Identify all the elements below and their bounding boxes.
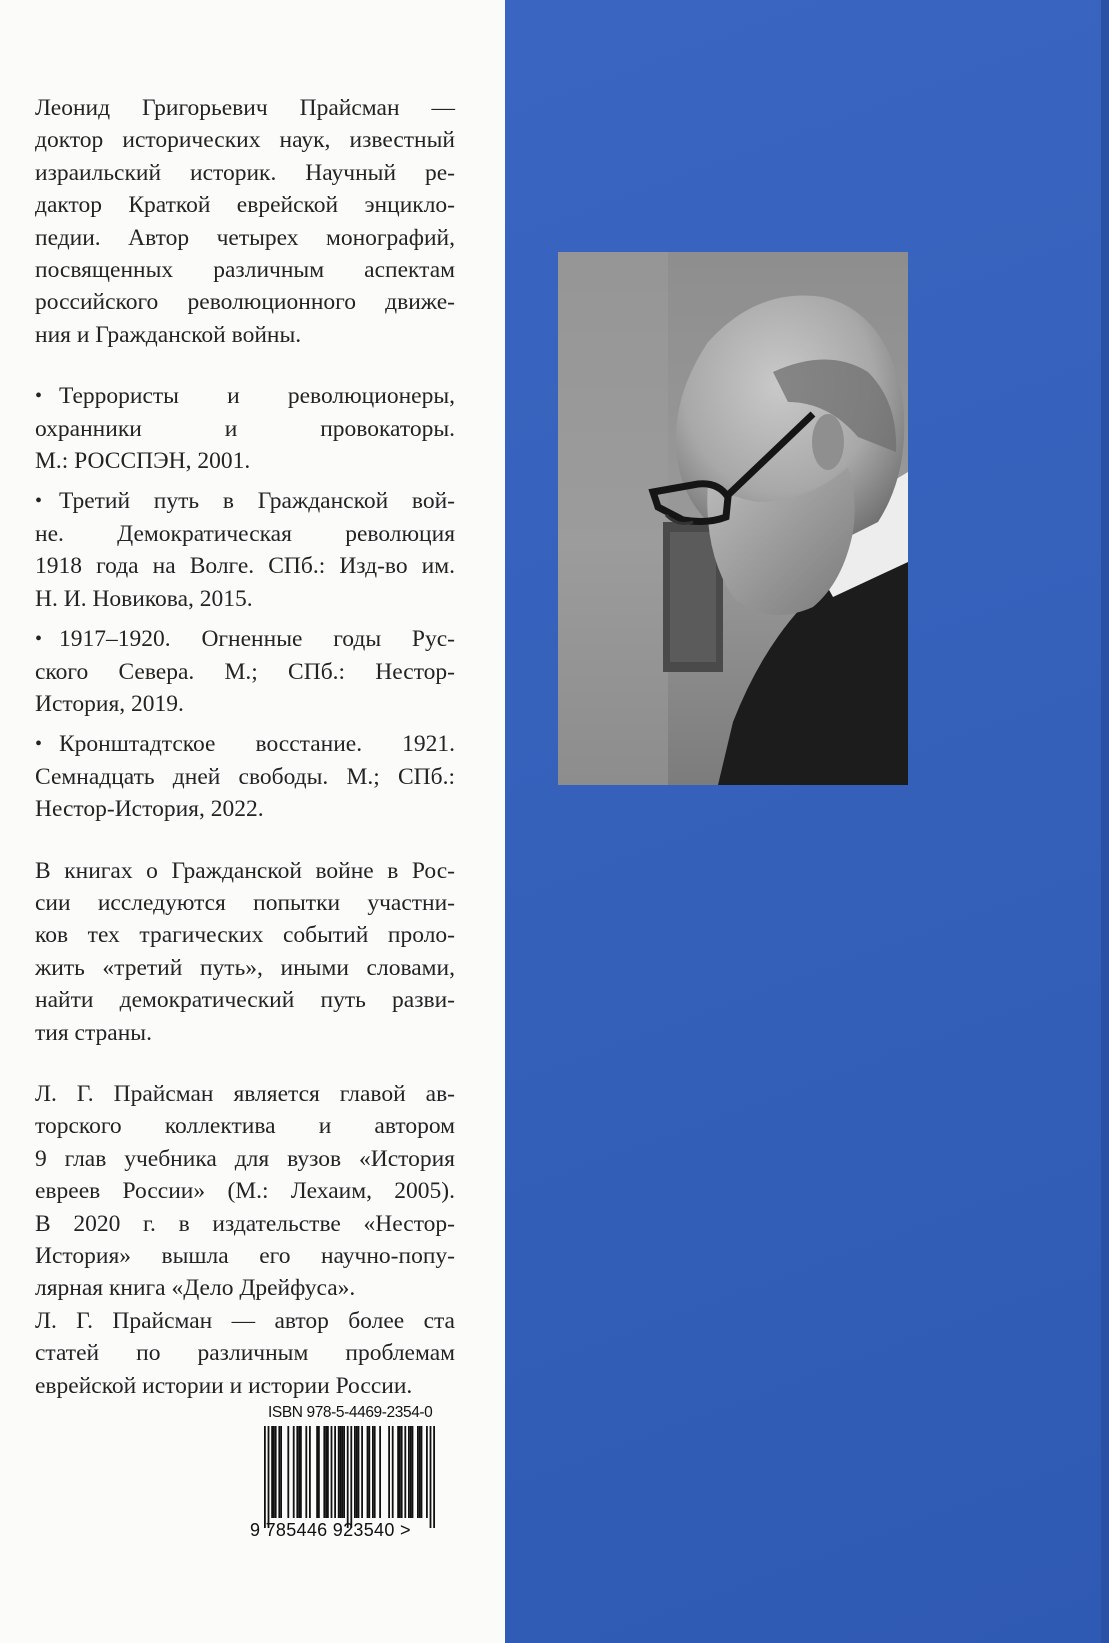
text-line: найти демократический путь разви- — [35, 987, 455, 1014]
barcode-bar — [341, 1426, 343, 1518]
text-line: • Террористы и революционеры, — [35, 380, 455, 412]
left-text-panel — [0, 0, 505, 1643]
text-line: Л. Г. Прайсман — автор более ста — [35, 1307, 455, 1334]
barcode-bar — [305, 1426, 307, 1518]
barcode-bar — [433, 1426, 435, 1528]
book-list-item — [35, 485, 455, 615]
barcode-bar — [412, 1426, 414, 1518]
text-line: сии исследуются попытки участни- — [35, 889, 455, 916]
barcode-bar — [379, 1426, 381, 1518]
book-list — [35, 380, 455, 825]
text-line: посвященных различным аспектам — [35, 257, 455, 284]
barcode-digits: 9 785446 923540 > — [250, 1520, 411, 1540]
text-line: педии. Автор четырех монографий, — [35, 224, 455, 251]
barcode-bar — [316, 1426, 318, 1518]
text-line: Н. И. Новикова, 2015. — [35, 585, 253, 612]
barcode-bar — [388, 1426, 390, 1518]
text-line: Л. Г. Прайсман является главой ав- — [35, 1080, 455, 1107]
barcode-bar — [392, 1426, 394, 1518]
text-line: История, 2019. — [35, 690, 184, 717]
barcode-bar — [325, 1426, 327, 1518]
isbn-barcode-block — [250, 1404, 450, 1544]
barcode-bar — [309, 1426, 311, 1518]
barcode-bar — [275, 1426, 277, 1518]
books-summary — [35, 855, 455, 1049]
text-line: • 1917–1920. Огненные годы Рус- — [35, 623, 455, 655]
barcode-bar — [350, 1426, 352, 1528]
text-column — [35, 92, 455, 1402]
barcode-bar — [278, 1426, 280, 1518]
text-line: охранники и провокаторы. — [35, 415, 455, 442]
author-portrait-photo — [558, 252, 908, 785]
barcode-bar — [356, 1426, 358, 1518]
book-list-item — [35, 728, 455, 825]
barcode-bar — [331, 1426, 333, 1518]
text-line: жить «третий путь», иными словами, — [35, 954, 455, 981]
barcode-bar — [338, 1426, 340, 1518]
barcode-bar — [327, 1426, 329, 1518]
text-line: евреев России» (М.: Лехаим, 2005). — [35, 1178, 455, 1205]
barcode-bar — [268, 1426, 270, 1528]
barcode-bar — [410, 1426, 412, 1518]
barcode-bar — [334, 1426, 336, 1518]
barcode-bar — [367, 1426, 369, 1518]
barcode-bar — [347, 1426, 349, 1528]
barcode-bar — [340, 1426, 342, 1518]
text-line: В книгах о Гражданской войне в Рос- — [35, 857, 455, 884]
barcode-bar — [397, 1426, 399, 1518]
text-line: доктор исторических наук, известный — [35, 127, 455, 154]
barcode-bar — [358, 1426, 360, 1518]
text-line: дактор Краткой еврейской энцикло- — [35, 192, 455, 219]
isbn-label: ISBN 978-5-4469-2354-0 — [268, 1404, 433, 1421]
text-line: Семнадцать дней свободы. М.; СПб.: — [35, 763, 455, 790]
book-list-item — [35, 380, 455, 477]
author-bio — [35, 92, 455, 351]
barcode-bar — [408, 1426, 410, 1518]
text-line: • Кронштадтское восстание. 1921. — [35, 728, 455, 760]
barcode-bar — [287, 1426, 289, 1518]
barcode-bar — [273, 1426, 275, 1518]
barcode-bar — [264, 1426, 266, 1528]
text-line: ков тех трагических событий проло- — [35, 922, 455, 949]
barcode-bar — [354, 1426, 356, 1518]
text-line: В 2020 г. в издательстве «Нестор- — [35, 1210, 455, 1237]
text-line: ния и Гражданской войны. — [35, 321, 302, 348]
barcode-bar — [300, 1426, 302, 1518]
text-line: еврейской истории и истории России. — [35, 1372, 413, 1399]
barcode-bar — [426, 1426, 428, 1518]
text-line: 1918 года на Волге. СПб.: Изд-во им. — [35, 553, 455, 580]
cover-edge — [1101, 0, 1109, 1643]
blue-cover-panel — [505, 0, 1109, 1643]
barcode-bar — [280, 1426, 282, 1518]
text-line: торского коллектива и автором — [35, 1113, 455, 1140]
text-line: Леонид Григорьевич Прайсман — — [35, 95, 455, 121]
text-line: российского революционного движе- — [35, 289, 455, 316]
text-line: История» вышла его научно-попу- — [35, 1243, 455, 1269]
barcode-bar — [271, 1426, 273, 1518]
text-line: тия страны. — [35, 1019, 152, 1046]
barcode-bar — [296, 1426, 298, 1518]
barcode-bar — [361, 1426, 363, 1518]
text-line: Нестор-История, 2022. — [35, 796, 264, 823]
barcode-bar — [374, 1426, 376, 1518]
barcode-bar — [430, 1426, 432, 1528]
barcode-bar — [293, 1426, 295, 1518]
author-achievements — [35, 1078, 455, 1402]
text-line: ского Севера. М.; СПб.: Нестор- — [35, 658, 455, 685]
barcode-bar — [419, 1426, 421, 1518]
text-line: не. Демократическая революция — [35, 520, 455, 547]
book-list-item — [35, 623, 455, 720]
portrait-icon — [558, 252, 908, 785]
text-line: • Третий путь в Гражданской вой- — [35, 485, 455, 517]
text-line: израильский историк. Научный ре- — [35, 159, 455, 186]
text-line: статей по различным проблемам — [35, 1340, 455, 1367]
barcode-bar — [399, 1426, 401, 1518]
barcode-bar — [318, 1426, 320, 1518]
barcode-bar — [421, 1426, 423, 1518]
barcode-bar — [404, 1426, 406, 1518]
barcode-bar — [343, 1426, 345, 1518]
barcode-bar — [323, 1426, 325, 1518]
text-line: 9 глав учебника для вузов «История — [35, 1145, 455, 1172]
barcode-bar — [401, 1426, 403, 1518]
barcode-bar — [417, 1426, 419, 1518]
text-line: лярная книга «Дело Дрейфуса». — [35, 1275, 356, 1302]
barcode-bar — [372, 1426, 374, 1518]
barcode-bar — [368, 1426, 370, 1518]
barcode-bar — [298, 1426, 300, 1518]
text-line: М.: РОССПЭН, 2001. — [35, 448, 251, 475]
